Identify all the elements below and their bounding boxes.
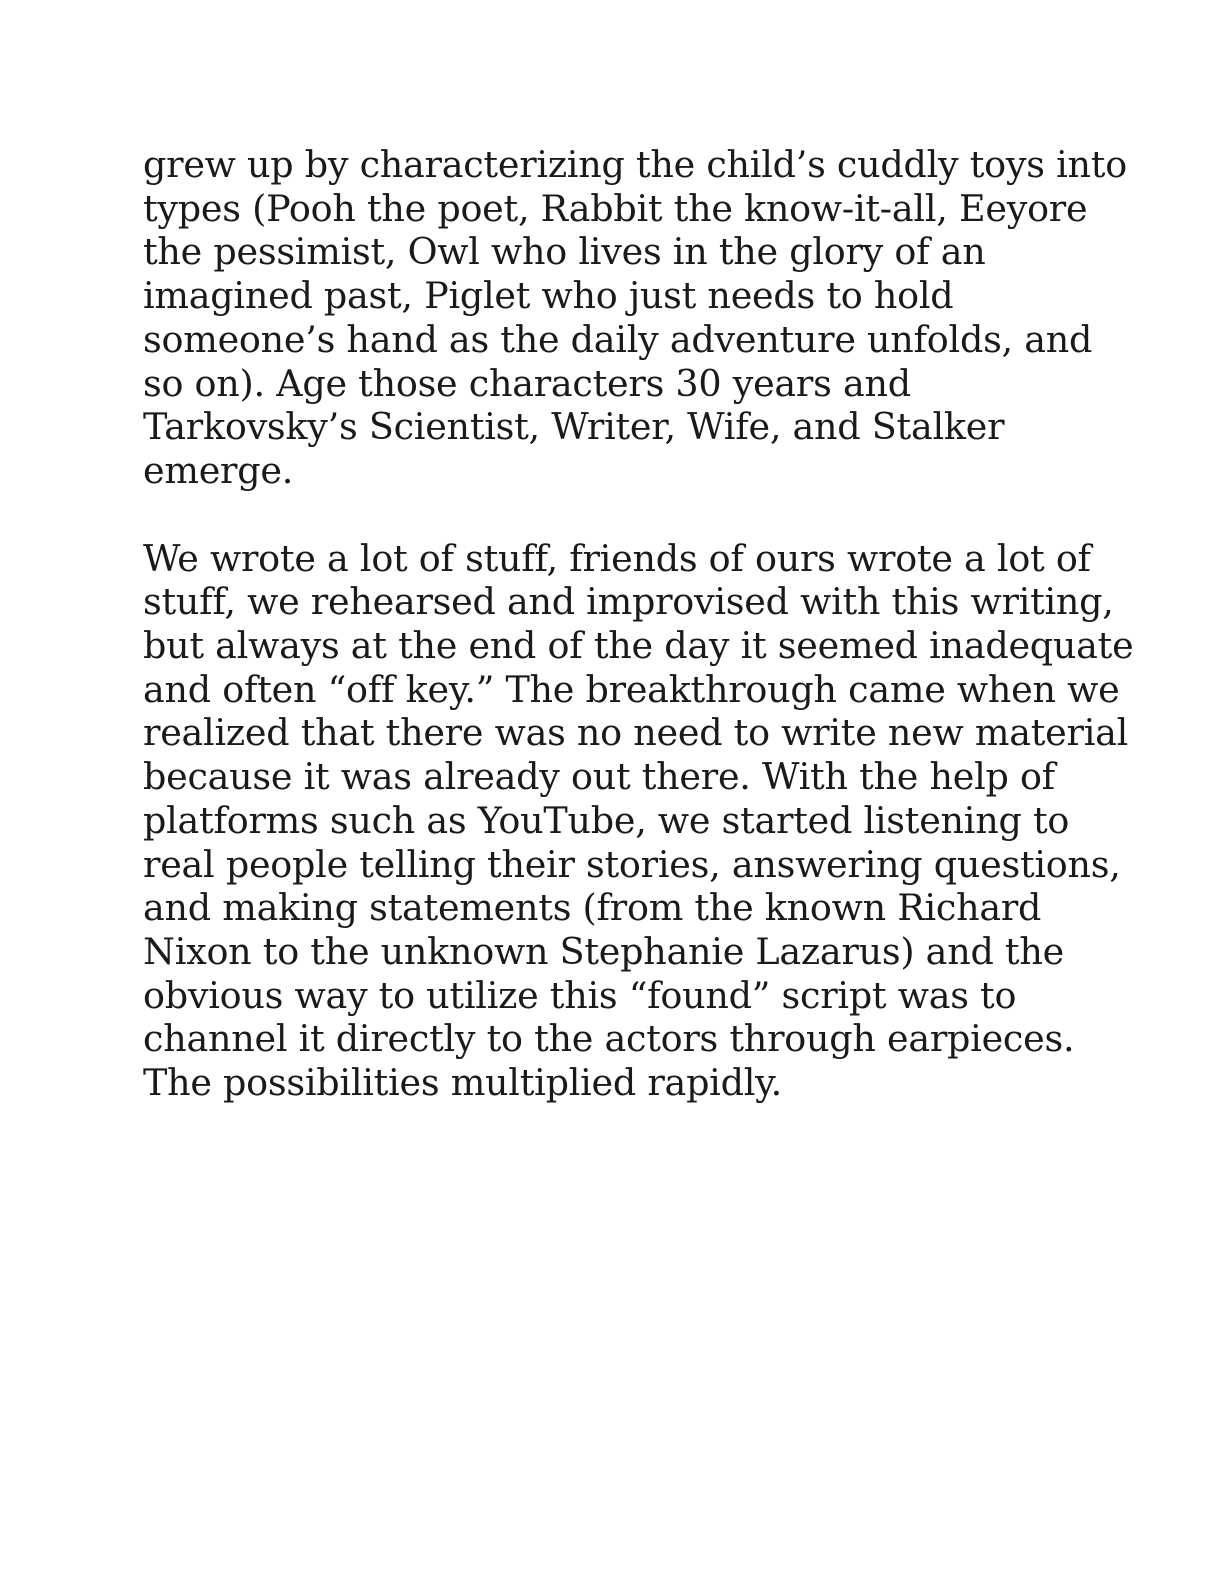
text-line: Nixon to the unknown Stephanie Lazarus) and the [143, 929, 1064, 973]
text-line: channel it directly to the actors through earpieces. [143, 1017, 1075, 1061]
text-line: We wrote a lot of stuff, friends of ours wrote a lot of [143, 536, 1091, 580]
text-line: Tarkovsky’s Scientist, Writer, Wife, and Stalker [143, 405, 1005, 449]
text-line: the pessimist, Owl who lives in the glory of an [143, 230, 986, 274]
text-line: because it was already out there. With the help of [143, 755, 1055, 799]
paragraph-2 [143, 536, 1134, 1105]
text-line: types (Pooh the poet, Rabbit the know-it-all, Eeyore [143, 186, 1088, 230]
text-line: and often “off key.” The breakthrough came when we [143, 667, 1120, 711]
text-line: stuff, we rehearsed and improvised with this writing, [143, 580, 1114, 624]
text-line: so on). Age those characters 30 years and [143, 361, 911, 405]
text-line: realized that there was no need to write new material [143, 711, 1129, 755]
text-line: and making statements (from the known Richard [143, 886, 1042, 930]
text-line: imagined past, Piglet who just needs to hold [143, 274, 954, 318]
paragraph-1 [143, 143, 1127, 493]
document-page [143, 143, 1134, 1105]
text-line: emerge. [143, 448, 294, 492]
text-line: but always at the end of the day it seemed inadequate [143, 624, 1134, 668]
text-line: The possibilities multiplied rapidly. [143, 1061, 783, 1105]
text-line: platforms such as YouTube, we started listening to [143, 798, 1070, 842]
text-line: real people telling their stories, answering questions, [143, 842, 1121, 886]
text-line: someone’s hand as the daily adventure unfolds, and [143, 317, 1093, 361]
text-line: obvious way to utilize this “found” script was to [143, 973, 1017, 1017]
text-line: grew up by characterizing the child’s cuddly toys into [143, 143, 1127, 186]
